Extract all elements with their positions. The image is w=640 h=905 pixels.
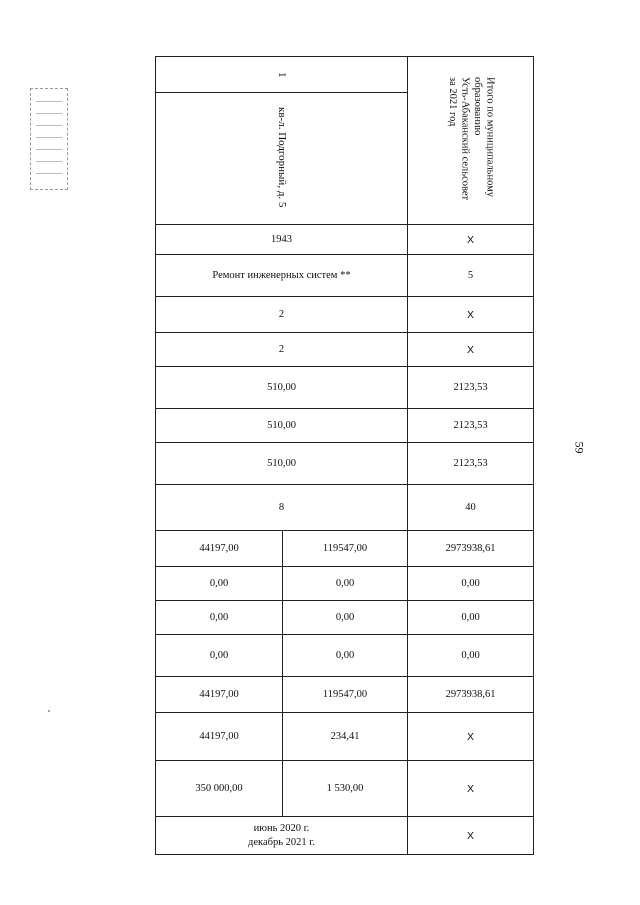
table-row — [156, 297, 534, 333]
table-cell: Ремонт инженерных систем ** — [156, 255, 408, 297]
table-cell: 510,00 — [156, 367, 408, 409]
period-cell: июнь 2020 г. декабрь 2021 г. — [156, 817, 408, 855]
table-cell: 2123,53 — [408, 367, 534, 409]
table-cell: 1 530,00 — [283, 761, 408, 817]
table-cell: 0,00 — [156, 601, 283, 635]
table-cell: 2123,53 — [408, 409, 534, 443]
table-row — [156, 409, 534, 443]
table-cell: 8 — [156, 485, 408, 531]
address-cell — [156, 93, 408, 225]
table-cell: 0,00 — [408, 567, 534, 601]
stamp-mark — [30, 88, 68, 190]
table-cell: 0,00 — [283, 635, 408, 677]
table-cell: 119547,00 — [283, 531, 408, 567]
table-cell: 1943 — [156, 225, 408, 255]
table-cell: 0,00 — [156, 635, 283, 677]
table-row — [156, 567, 534, 601]
table-row — [156, 485, 534, 531]
table-cell: 2 — [156, 297, 408, 333]
table-row — [156, 713, 534, 761]
page-number: 59 — [572, 441, 587, 454]
table-cell: 44197,00 — [156, 713, 283, 761]
table-row — [156, 761, 534, 817]
table-row — [156, 57, 534, 93]
table-row — [156, 677, 534, 713]
table-cell: 510,00 — [156, 409, 408, 443]
table-cell: 0,00 — [408, 635, 534, 677]
column-number-cell — [156, 57, 408, 93]
table-cell: 44197,00 — [156, 531, 283, 567]
table-row — [156, 333, 534, 367]
table-cell: X — [408, 297, 534, 333]
table-row — [156, 817, 534, 855]
total-header-title: Итого по муниципальному образованию Усть-Абаканский сельсовет за 2021 год — [446, 77, 496, 201]
table-cell: 0,00 — [156, 567, 283, 601]
table-row — [156, 255, 534, 297]
table-cell: 350 000,00 — [156, 761, 283, 817]
total-header-cell — [408, 57, 534, 225]
table-cell: 234,41 — [283, 713, 408, 761]
address-text: кв-л. Подгорный, д. 5 — [276, 106, 289, 208]
table-row — [156, 367, 534, 409]
data-table — [155, 56, 534, 855]
table-cell: X — [408, 225, 534, 255]
table-cell: 44197,00 — [156, 677, 283, 713]
table-cell: X — [408, 333, 534, 367]
table-cell: 2123,53 — [408, 443, 534, 485]
table-cell: 2973938,61 — [408, 677, 534, 713]
table-row — [156, 531, 534, 567]
table-cell: 0,00 — [283, 601, 408, 635]
table-cell: X — [408, 817, 534, 855]
speck — [48, 710, 50, 712]
table-row — [156, 635, 534, 677]
table-row — [156, 225, 534, 255]
table-cell: 2 — [156, 333, 408, 367]
table-cell: 5 — [408, 255, 534, 297]
table-cell: 0,00 — [283, 567, 408, 601]
table-cell: 119547,00 — [283, 677, 408, 713]
table-row — [156, 601, 534, 635]
table-row — [156, 443, 534, 485]
column-number: 1 — [276, 71, 289, 77]
table-cell: 0,00 — [408, 601, 534, 635]
table-cell: 510,00 — [156, 443, 408, 485]
table-cell: X — [408, 713, 534, 761]
table-cell: 40 — [408, 485, 534, 531]
table-cell: X — [408, 761, 534, 817]
table-cell: 2973938,61 — [408, 531, 534, 567]
